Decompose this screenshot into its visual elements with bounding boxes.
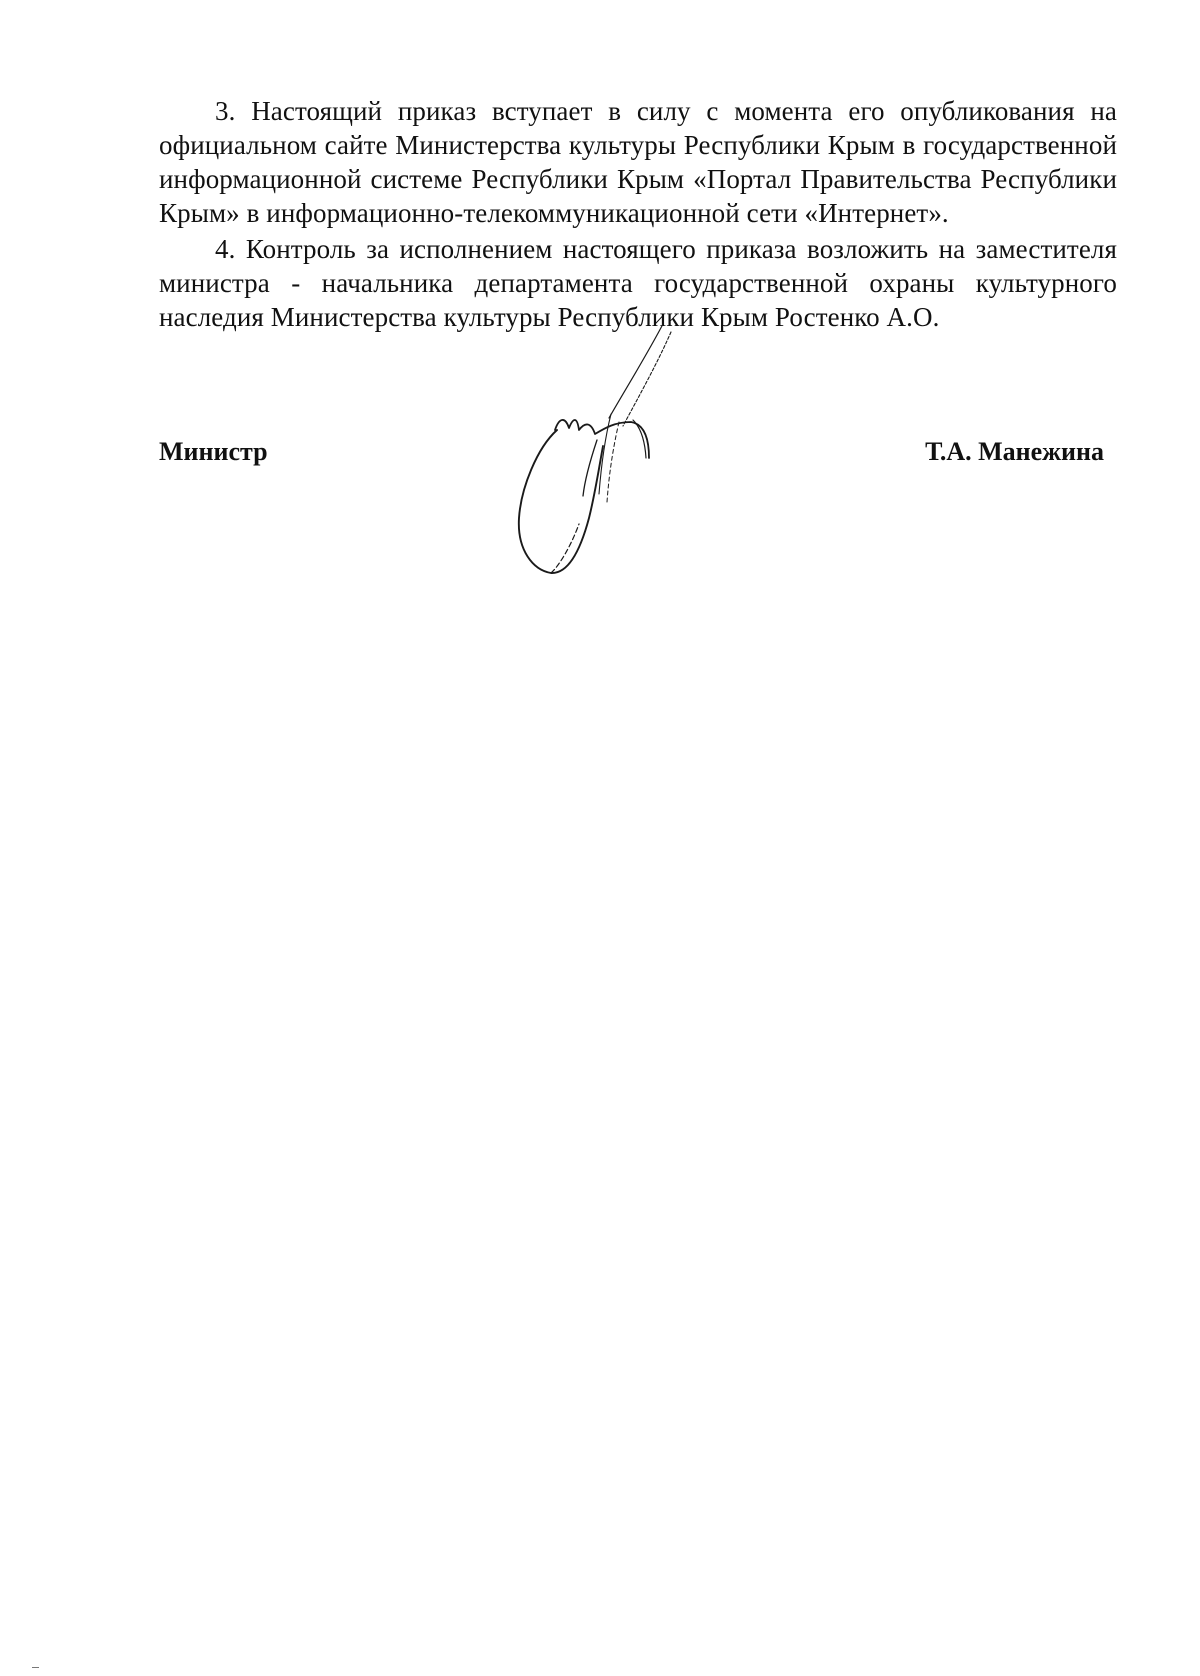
handwritten-signature xyxy=(515,318,675,580)
paragraph-3: 3. Настоящий приказ вступает в силу с момента его опубликования на официальном сайте Министерства культуры Республики Крым в государственной информационной системе Республики Крым «Портал Правительства Республики Крым» в информационно-телекоммуникационной сети «Интернет». xyxy=(159,96,1117,228)
signatory-name: Т.А. Манежина xyxy=(925,437,1104,466)
signatory-title: Министр xyxy=(159,437,268,466)
scan-mark xyxy=(32,1667,39,1668)
paragraph-4: 4. Контроль за исполнением настоящего приказа возложить на заместителя министра - начальника департамента государственной охраны культурного наследия Министерства культуры Республики Крым Ростенко А.О. xyxy=(159,234,1117,332)
document-body xyxy=(159,94,1117,336)
